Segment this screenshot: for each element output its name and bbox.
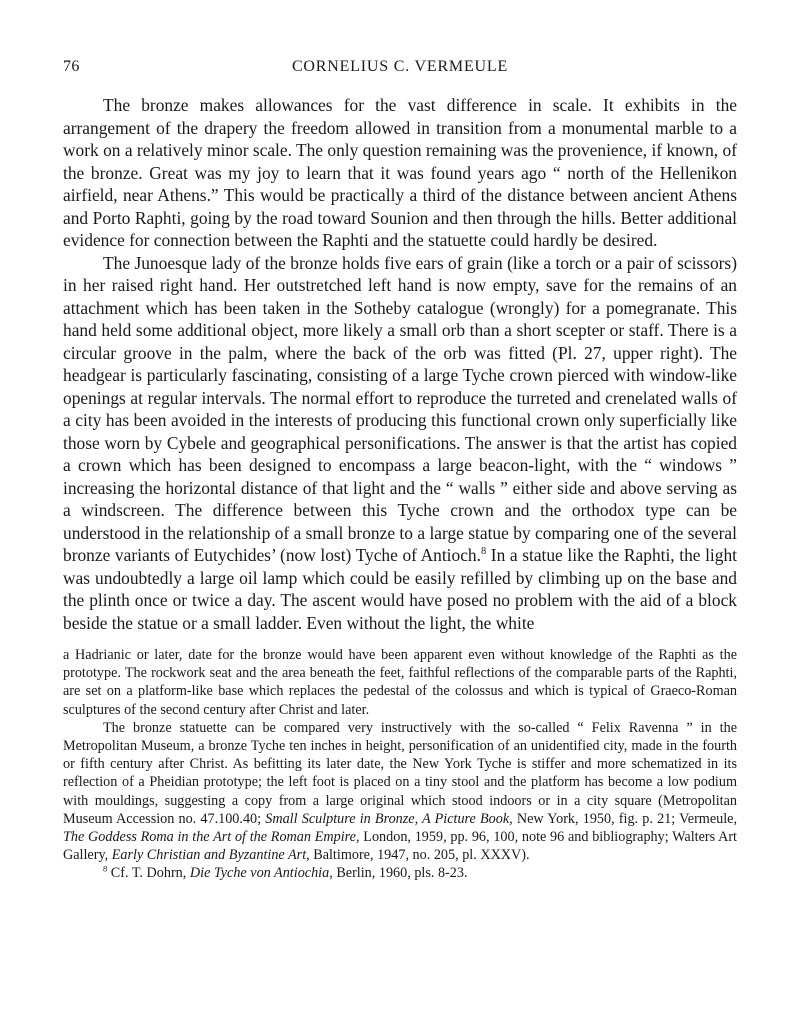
footnote-text: Cf. T. Dohrn, xyxy=(107,865,190,882)
running-title: CORNELIUS C. VERMEULE xyxy=(291,58,509,75)
body-paragraph-1: The bronze makes allowances for the vast difference in scale. It exhibits in the arrangement of the drapery the freedom allowed in transition from a monumental marble to a work on a relatively minor scale. The only question remaining was the provenience, if known, of the bronze. Great was my joy to learn that it was found years ago “ north of the Hellenikon airfield, near Athens.” This would be practically a third of the distance between ancient Athens and Porto Raphti, going by the road toward Sounion and then through the hills. Better additional evidence for connection between the Raphti and the statuette could hardly be desired. xyxy=(63,95,737,250)
body-paragraph-2-text: The Junoesque lady of the bronze holds five ears of grain (like a torch or a pair of scissors) in her raised right hand. Her outstretched left hand is now empty, save for the remains of an attachment which has been taken in the Sotheby catalogue (wrongly) for a pomegranate. This hand held some additional object, more likely a small orb than a short scepter or staff. There is a circular groove in the palm, where the back of the orb was fitted (Pl. 27, upper right). The headgear is particularly fascinating, consisting of a large Tyche crown pierced with window-like openings at regular intervals. The normal effort to reproduce the turreted and crenelated walls of a city has been avoided in the interests of producing this functional crown only superficially like those worn by Cybele and geographical personifications. The answer is that the artist has copied a crown which has been designed to encompass a large beacon-light, with the “ windows ” increasing the horizontal distance of that light and the “ walls ” either side and above serving as a windscreen. The difference between this Tyche crown and the orthodox type can be understood in the relationship of a small bronze to a large statue by comparing one of the several bronze variants of Eutychides’ (now lost) Tyche of Antioch. xyxy=(63,252,737,565)
footnote-felix-ravenna xyxy=(63,719,737,865)
footnote-text: , London, 1959, pp. 96, 100, note 96 and bibliography; Walters Art Gallery, xyxy=(63,829,737,864)
page-number: 76 xyxy=(63,58,80,75)
body-text xyxy=(63,94,737,634)
footnote-continued: a Hadrianic or later, date for the bronze would have been apparent even without knowledge of the Raphti as the prototype. The rockwork seat and the area beneath the feet, faithful reflections of the comparable parts of the Raphti, are set on a platform-like base which replaces the pedestal of the colossus and which is typical of Graeco-Roman sculptures of the second century after Christ and later. xyxy=(63,647,737,718)
footnote-text: The bronze statuette can be compared very instructively with the so-called “ Felix Ravenna ” in the Metropolitan Museum, a bronze Tyche ten inches in height, personification of an unidentified city, made in the fourth or fifth century after Christ. As befitting its later date, the New York Tyche is stiffer and more schematized in its reflection of a Pheidian prototype; the left foot is placed on a tiny stool and the platform has become a low podium with mouldings, suggesting a copy from a large original which stood indoors or in a city square (Metropolitan Museum Accession no. 47.100.40; xyxy=(63,719,737,827)
page xyxy=(63,50,737,883)
footnote-text: , New York, 1950, fig. p. 21; Vermeule, xyxy=(509,810,738,827)
footnote-text: , Baltimore, 1947, no. 205, pl. XXXV). xyxy=(306,847,530,864)
footnote-8 xyxy=(63,864,737,882)
footnotes xyxy=(63,646,737,883)
footnote-ref-8: 8 xyxy=(480,546,487,558)
citation-title: The Goddess Roma in the Art of the Roman Empire xyxy=(63,829,356,846)
footnote-marker: 8 xyxy=(103,863,108,874)
body-paragraph-2 xyxy=(63,252,737,635)
footnote-text: , Berlin, 1960, pls. 8-23. xyxy=(329,865,468,882)
citation-title: Die Tyche von Antiochia xyxy=(189,865,330,882)
body-paragraph-2-continued: In a statue like the Raphti, the light was undoubtedly a large oil lamp which could be easily refilled by climbing up on the base and the plinth once or twice a day. The ascent would have posed no problem with the aid of a block beside the statue or a small ladder. Even without the light, the white xyxy=(63,545,737,633)
citation-title: Small Sculpture in Bronze, A Picture Book xyxy=(265,810,510,827)
running-head xyxy=(63,50,737,80)
citation-title: Early Christian and Byzantine Art xyxy=(111,847,307,864)
